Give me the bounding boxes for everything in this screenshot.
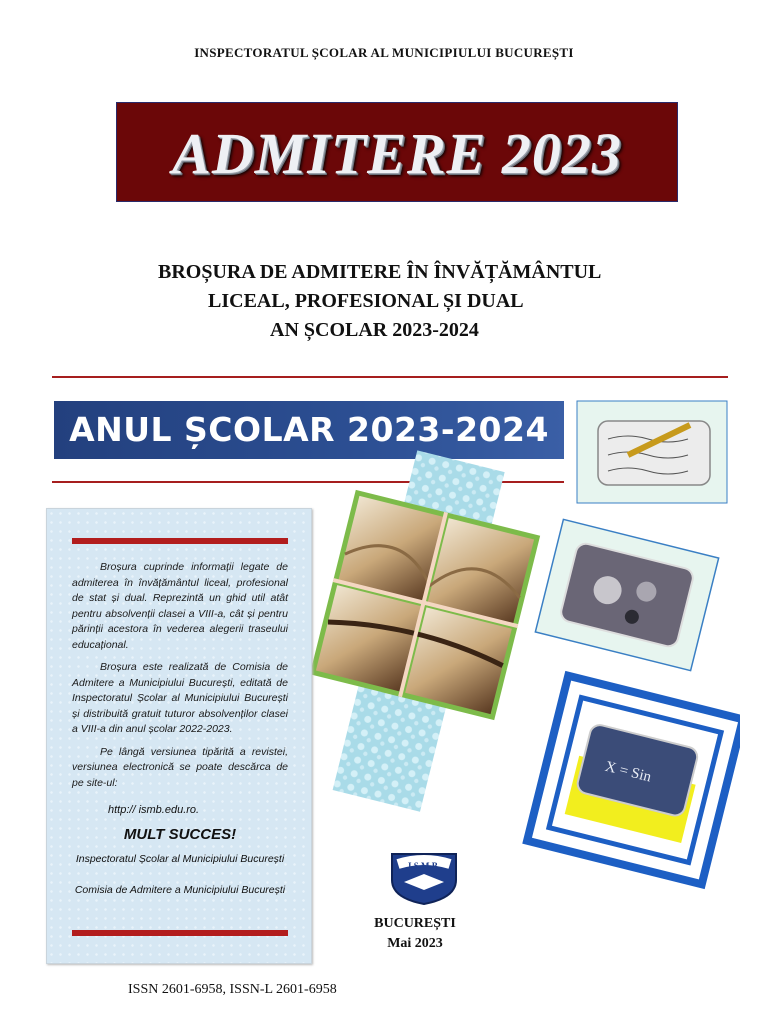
info-bar-bottom <box>72 930 288 936</box>
date-label: Mai 2023 <box>387 936 443 951</box>
signature-commission: Comisia de Admitere a Municipiului București <box>74 884 286 896</box>
info-paragraph-2: Broșura este realizată de Comisia de Admitere a Municipiului București, editată de Inspectoratul Școlar al Municipiului București și distribuită gratuit tuturor absolvenților clasei a VIII-a din anul școlar 2022-2023. <box>72 661 288 735</box>
book-tiles <box>310 490 540 720</box>
city-label: BUCUREȘTI <box>374 916 456 931</box>
info-paragraph-3: Pe lângă versiunea tipărită a revistei, versiunea electronică se poate descărca de pe site-ul: <box>72 745 288 789</box>
issn-label: ISSN 2601-6958, ISSN-L 2601-6958 <box>128 982 337 997</box>
info-text <box>72 560 288 798</box>
banner-title: ADMITERE 2023 <box>172 121 622 186</box>
gears-card <box>535 519 718 670</box>
equation-text: X = Sin <box>603 758 653 786</box>
signature-inspectorate: Inspectoratul Școlar al Municipiului București <box>75 853 285 865</box>
decorative-collage <box>300 395 740 895</box>
math-card <box>527 676 740 884</box>
subtitle-line-1: BROȘURA DE ADMITERE ÎN ÎNVĂȚĂMÂNTUL <box>158 261 602 283</box>
subtitle-line-3: AN ȘCOLAR 2023-2024 <box>270 319 479 341</box>
site-link[interactable]: http:// ismb.edu.ro. <box>108 804 200 816</box>
info-bar-top <box>72 538 288 544</box>
logo-text: I.S.M.B. <box>407 861 441 871</box>
ismb-logo <box>388 850 460 906</box>
info-paragraph-1: Broșura cuprinde informații legate de admiterea în învățământul liceal, profesional de stat și dual. Reprezintă un ghid util atât pentru absolvenții clasei a VIII-a, cât și pentru părinții acestora în vederea alegerii traseului educațional. <box>72 561 288 651</box>
subtitle-line-2: LICEAL, PROFESIONAL ȘI DUAL <box>208 290 524 312</box>
school-year-title: ANUL ȘCOLAR 2023-2024 <box>69 410 549 449</box>
divider-top <box>52 376 728 378</box>
inspectorate-header: INSPECTORATUL ȘCOLAR AL MUNICIPIULUI BUCUREȘTI <box>194 45 574 60</box>
pen-card <box>577 401 727 503</box>
closing-message: MULT SUCCES! <box>123 826 237 843</box>
